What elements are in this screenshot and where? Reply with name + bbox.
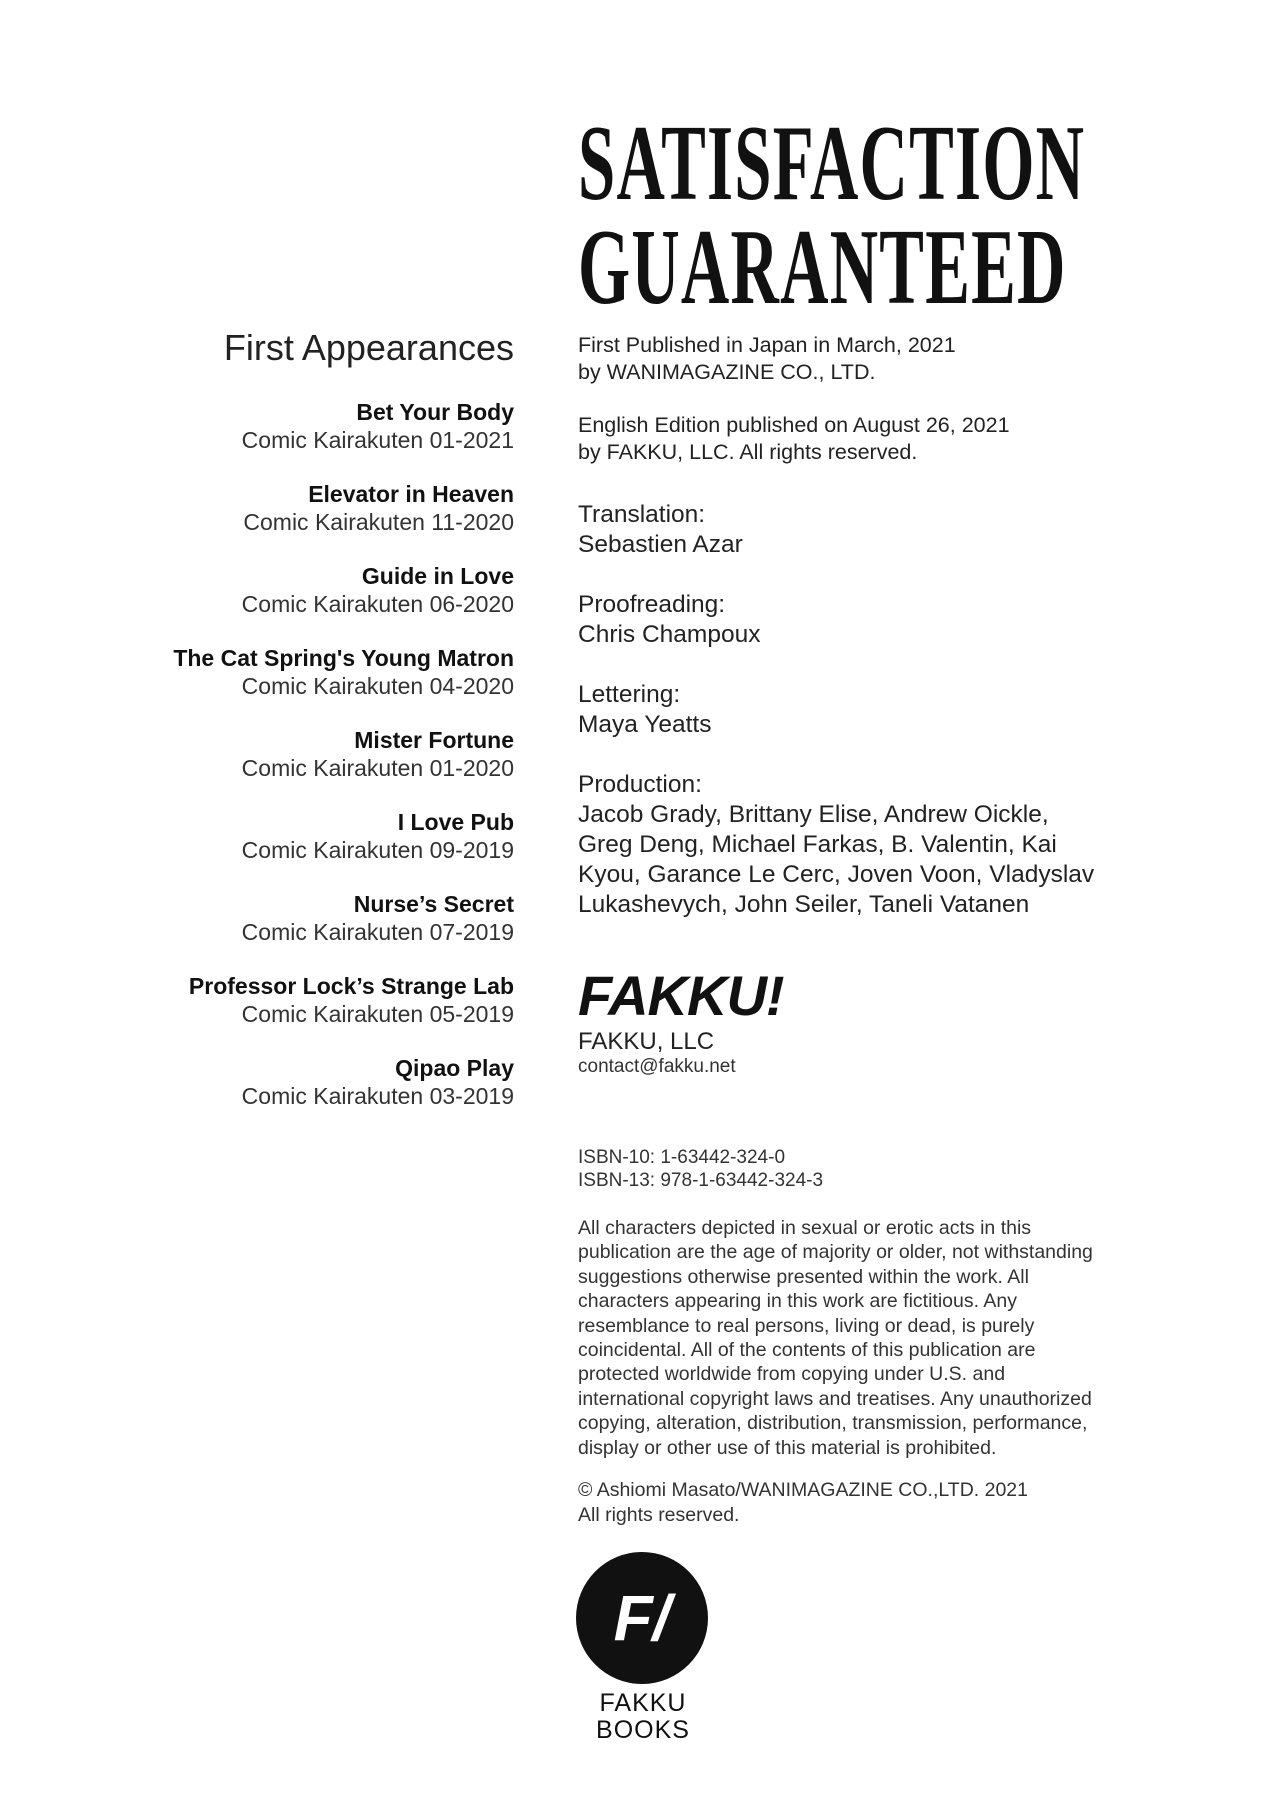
disclaimer-line: All characters depicted in sexual or erotic acts in this [578,1217,1032,1239]
disclaimer-line: display or other use of this material is prohibited. [578,1436,997,1459]
credit-translation [578,500,1198,560]
appearance-item [120,644,514,700]
isbn-13: ISBN-13: 978-1-63442-324-3 [578,1170,824,1191]
first-appearances-heading: First Appearances [223,327,514,368]
english-publication-line-2: by FAKKU, LLC. All rights reserved. [578,440,918,464]
credit-label: Proofreading: [578,591,726,618]
book-title [578,104,1086,327]
japan-publication-line-2: by WANIMAGAZINE CO., LTD. [578,360,876,384]
credit-production [578,770,1198,920]
credit-proofreading [578,590,1198,650]
appearance-item [120,480,514,536]
publisher-contact-email[interactable]: contact@fakku.net [578,1056,736,1077]
credit-names-line: Jacob Grady, Brittany Elise, Andrew Oickle, [578,801,1049,828]
appearance-title: Bet Your Body [356,399,514,425]
credit-lettering [578,680,1198,740]
appearance-source: Comic Kairakuten 11-2020 [243,509,514,535]
isbn-block [578,1146,1198,1192]
book-title-line-2: GUARANTEED [578,208,1067,327]
disclaimer-line: publication are the age of majority or older, not withstanding [578,1241,1093,1264]
english-publication-line-1: English Edition published on August 26, 2021 [578,413,1010,437]
publication-info-section [578,332,1198,1528]
first-appearances-section [120,326,514,1136]
fakku-logo: FAKKU! [578,964,784,1027]
copyright-notice [578,1478,1198,1528]
appearance-source: Comic Kairakuten 01-2021 [241,427,514,453]
appearance-title: Elevator in Heaven [308,481,514,507]
fakku-books-mark-text: F/ [613,1582,671,1654]
appearance-item [120,890,514,946]
appearance-title: Nurse’s Secret [353,891,514,917]
book-title-line-1: SATISFACTION [578,104,1086,223]
appearance-item [120,1054,514,1110]
appearance-title: Guide in Love [361,563,514,589]
credit-names: Sebastien Azar [578,531,743,558]
isbn-10: ISBN-10: 1-63442-324-0 [578,1147,786,1168]
fakku-books-circle-mark [576,1552,708,1684]
fakku-books-line-1: FAKKU [599,1689,687,1717]
appearance-title: The Cat Spring's Young Matron [173,645,514,671]
appearance-item [120,726,514,782]
appearance-title: Professor Lock’s Strange Lab [188,973,514,999]
legal-disclaimer [578,1216,1138,1460]
appearance-item [120,972,514,1028]
appearance-item [120,808,514,864]
appearance-source: Comic Kairakuten 05-2019 [241,1001,514,1027]
disclaimer-line: copying, alteration, distribution, transmission, performance, [578,1412,1088,1435]
appearance-source: Comic Kairakuten 09-2019 [241,837,514,863]
copyright-line-1: © Ashiomi Masato/WANIMAGAZINE CO.,LTD. 2021 [578,1479,1028,1502]
copyright-line-2: All rights reserved. [578,1504,740,1527]
credit-label: Production: [578,771,702,798]
credit-label: Translation: [578,501,706,528]
appearance-title: I Love Pub [397,809,514,835]
japan-publication-line-1: First Published in Japan in March, 2021 [578,333,956,357]
appearance-item [120,398,514,454]
disclaimer-line: protected worldwide from copying under U.S. and [578,1363,1006,1386]
fakku-books-line-2: BOOKS [596,1716,690,1744]
japan-publication-note [578,332,1198,386]
publisher-block [578,964,1198,1078]
disclaimer-line: characters appearing in this work are fictitious. Any [578,1290,1017,1313]
disclaimer-line: coincidental. All of the contents of this publication are [578,1339,1036,1362]
appearance-title: Mister Fortune [354,727,514,753]
appearance-source: Comic Kairakuten 07-2019 [241,919,514,945]
appearance-item [120,562,514,618]
appearance-source: Comic Kairakuten 01-2020 [241,755,514,781]
appearance-title: Qipao Play [395,1055,514,1081]
credit-names-line: Greg Deng, Michael Farkas, B. Valentin, Kai [578,831,1057,858]
appearance-source: Comic Kairakuten 04-2020 [241,673,514,699]
fakku-books-logo [576,1552,710,1744]
disclaimer-line: resemblance to real persons, living or dead, is purely [578,1314,1035,1337]
credit-names-line: Kyou, Garance Le Cerc, Joven Voon, Vladyslav [578,861,1095,888]
credit-names: Maya Yeatts [578,711,712,738]
disclaimer-line: international copyright laws and treatises. Any unauthorized [578,1387,1092,1410]
fakku-books-wordmark [576,1690,710,1744]
appearance-source: Comic Kairakuten 03-2019 [241,1083,514,1109]
publisher-name: FAKKU, LLC [578,1028,715,1055]
credit-names-line: Lukashevych, John Seiler, Taneli Vatanen [578,891,1030,918]
credit-names: Chris Champoux [578,621,761,648]
disclaimer-line: suggestions otherwise presented within the work. All [578,1265,1029,1288]
credit-label: Lettering: [578,681,681,708]
english-publication-note [578,412,1198,466]
appearance-source: Comic Kairakuten 06-2020 [241,591,514,617]
